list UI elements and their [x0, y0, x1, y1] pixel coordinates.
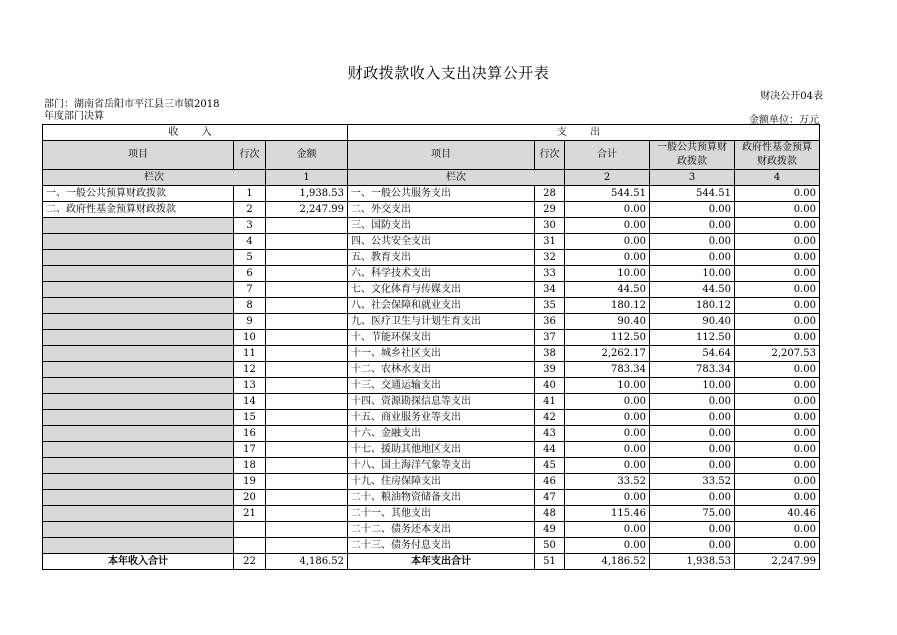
expense-total-cell: 0.00 [565, 410, 650, 426]
expense-fund-cell: 0.00 [735, 266, 820, 282]
income-amount-cell [266, 378, 348, 394]
table-row [43, 442, 820, 458]
expense-line-cell: 30 [535, 218, 565, 234]
income-item-cell [43, 522, 234, 538]
amount-unit: 金额单位：万元 [749, 115, 819, 126]
expense-line-cell: 33 [535, 266, 565, 282]
income-amount-cell [266, 266, 348, 282]
income-item-cell [43, 362, 234, 378]
lanci-col-4: 4 [735, 170, 820, 186]
income-line-cell: 17 [234, 442, 266, 458]
income-line-cell: 12 [234, 362, 266, 378]
expense-line-cell: 28 [535, 186, 565, 202]
lanci-col-1: 1 [266, 170, 348, 186]
expense-fund-cell: 0.00 [735, 330, 820, 346]
income-line-cell: 4 [234, 234, 266, 250]
income-amount-cell [266, 298, 348, 314]
department-label [44, 99, 219, 123]
income-line-cell: 20 [234, 490, 266, 506]
income-item-cell [43, 266, 234, 282]
income-item-cell [43, 426, 234, 442]
table-row [43, 234, 820, 250]
expense-item-cell: 十九、住房保障支出 [348, 474, 535, 490]
table-row [43, 394, 820, 410]
expense-total-cell: 112.50 [565, 330, 650, 346]
header-income-item: 项目 [43, 141, 234, 170]
totals-row [43, 554, 820, 570]
table-row [43, 186, 820, 202]
expense-item-cell: 五、教育支出 [348, 250, 535, 266]
table-row [43, 538, 820, 554]
expense-line-cell: 41 [535, 394, 565, 410]
income-line-cell [234, 522, 266, 538]
expense-general-total: 1,938.53 [650, 554, 735, 570]
expense-item-cell: 六、科学技术支出 [348, 266, 535, 282]
income-amount-cell [266, 282, 348, 298]
expense-general-cell: 112.50 [650, 330, 735, 346]
expense-fund-cell: 0.00 [735, 410, 820, 426]
table-row [43, 410, 820, 426]
income-amount-cell [266, 410, 348, 426]
expense-general-cell: 0.00 [650, 202, 735, 218]
expense-line-cell: 48 [535, 506, 565, 522]
income-item-cell: 一、一般公共预算财政拨款 [43, 186, 234, 202]
department-line-1: 部门：湖南省岳阳市平江县三市镇2018 [44, 99, 220, 110]
table-row [43, 474, 820, 490]
table-row [43, 266, 820, 282]
header-income-amount: 金额 [266, 141, 348, 170]
income-line-cell: 19 [234, 474, 266, 490]
income-amount-cell: 1,938.53 [266, 186, 348, 202]
expense-general-cell: 54.64 [650, 346, 735, 362]
expense-item-cell: 十一、城乡社区支出 [348, 346, 535, 362]
income-amount-cell [266, 474, 348, 490]
expense-general-cell: 0.00 [650, 218, 735, 234]
table-row [43, 426, 820, 442]
expense-line-cell: 36 [535, 314, 565, 330]
lanci-label-income: 栏次 [43, 170, 266, 186]
expense-total-cell: 115.46 [565, 506, 650, 522]
expense-line-cell: 45 [535, 458, 565, 474]
income-item-cell [43, 218, 234, 234]
income-item-cell [43, 346, 234, 362]
income-item-cell [43, 314, 234, 330]
income-line-cell: 21 [234, 506, 266, 522]
expense-total-cell: 0.00 [565, 202, 650, 218]
expense-total-cell: 0.00 [565, 250, 650, 266]
table-row [43, 250, 820, 266]
income-line-cell: 3 [234, 218, 266, 234]
expense-item-cell: 八、社会保障和就业支出 [348, 298, 535, 314]
expense-section-header: 支 出 [348, 125, 820, 141]
table-row [43, 298, 820, 314]
form-code: 财决公开04表 [760, 91, 823, 102]
column-header-row [43, 141, 820, 170]
expense-item-cell: 十五、商业服务业等支出 [348, 410, 535, 426]
expense-total-cell: 0.00 [565, 394, 650, 410]
expense-fund-cell: 0.00 [735, 250, 820, 266]
expense-general-cell: 0.00 [650, 490, 735, 506]
expense-total-label: 本年支出合计 [348, 554, 535, 570]
expense-total-cell: 33.52 [565, 474, 650, 490]
expense-line-cell: 44 [535, 442, 565, 458]
income-line-cell: 15 [234, 410, 266, 426]
income-amount-cell [266, 218, 348, 234]
income-amount-cell [266, 346, 348, 362]
expense-total-cell: 44.50 [565, 282, 650, 298]
expense-fund-cell: 0.00 [735, 314, 820, 330]
expense-item-cell: 二十二、债务还本支出 [348, 522, 535, 538]
expense-fund-cell: 0.00 [735, 186, 820, 202]
income-item-cell: 二、政府性基金预算财政拨款 [43, 202, 234, 218]
income-item-cell [43, 282, 234, 298]
income-amount-cell [266, 522, 348, 538]
expense-fund-cell: 0.00 [735, 218, 820, 234]
expense-line-cell: 29 [535, 202, 565, 218]
expense-line-cell: 34 [535, 282, 565, 298]
expense-general-cell: 0.00 [650, 538, 735, 554]
expense-fund-cell: 0.00 [735, 522, 820, 538]
expense-fund-cell: 0.00 [735, 394, 820, 410]
expense-line-cell: 42 [535, 410, 565, 426]
table-row [43, 522, 820, 538]
income-line-cell: 1 [234, 186, 266, 202]
expense-fund-cell: 0.00 [735, 362, 820, 378]
expense-item-cell: 二十、粮油物资储备支出 [348, 490, 535, 506]
income-total-label: 本年收入合计 [43, 554, 234, 570]
income-line-cell: 8 [234, 298, 266, 314]
expense-line-cell: 40 [535, 378, 565, 394]
expense-line-cell: 35 [535, 298, 565, 314]
income-line-cell: 14 [234, 394, 266, 410]
expense-general-cell: 90.40 [650, 314, 735, 330]
income-line-cell [234, 538, 266, 554]
expense-line-cell: 37 [535, 330, 565, 346]
income-total-line: 22 [234, 554, 266, 570]
income-amount-cell [266, 314, 348, 330]
income-amount-cell [266, 234, 348, 250]
expense-general-cell: 0.00 [650, 234, 735, 250]
expense-item-cell: 一、一般公共服务支出 [348, 186, 535, 202]
expense-item-cell: 四、公共安全支出 [348, 234, 535, 250]
income-item-cell [43, 490, 234, 506]
expense-total-cell: 10.00 [565, 266, 650, 282]
header-expense-total: 合计 [565, 141, 650, 170]
expense-total-cell: 0.00 [565, 538, 650, 554]
expense-general-cell: 44.50 [650, 282, 735, 298]
expense-line-cell: 31 [535, 234, 565, 250]
expense-total-cell: 0.00 [565, 426, 650, 442]
expense-item-cell: 九、医疗卫生与计划生育支出 [348, 314, 535, 330]
expense-general-cell: 0.00 [650, 522, 735, 538]
table-row [43, 362, 820, 378]
table-row [43, 202, 820, 218]
expense-item-cell: 十六、金融支出 [348, 426, 535, 442]
income-line-cell: 11 [234, 346, 266, 362]
header-expense-line: 行次 [535, 141, 565, 170]
expense-general-cell: 0.00 [650, 458, 735, 474]
income-item-cell [43, 250, 234, 266]
expense-item-cell: 十三、交通运输支出 [348, 378, 535, 394]
expense-general-cell: 180.12 [650, 298, 735, 314]
expense-total-cell: 0.00 [565, 490, 650, 506]
expense-item-cell: 十八、国土海洋气象等支出 [348, 458, 535, 474]
table-row [43, 314, 820, 330]
expense-total-cell: 0.00 [565, 522, 650, 538]
table-row [43, 458, 820, 474]
income-amount-cell [266, 538, 348, 554]
expense-total-cell: 0.00 [565, 458, 650, 474]
expense-fund-cell: 0.00 [735, 378, 820, 394]
header-expense-item: 项目 [348, 141, 535, 170]
expense-grand-total: 4,186.52 [565, 554, 650, 570]
income-amount-cell [266, 330, 348, 346]
expense-line-cell: 39 [535, 362, 565, 378]
income-line-cell: 18 [234, 458, 266, 474]
income-item-cell [43, 458, 234, 474]
expense-fund-cell: 0.00 [735, 202, 820, 218]
lanci-row [43, 170, 820, 186]
income-line-cell: 13 [234, 378, 266, 394]
expense-line-cell: 32 [535, 250, 565, 266]
income-line-cell: 7 [234, 282, 266, 298]
expense-total-line: 51 [535, 554, 565, 570]
expense-general-cell: 10.00 [650, 378, 735, 394]
expense-line-cell: 43 [535, 426, 565, 442]
income-line-cell: 10 [234, 330, 266, 346]
table-row [43, 490, 820, 506]
income-line-cell: 16 [234, 426, 266, 442]
expense-fund-cell: 0.00 [735, 538, 820, 554]
income-line-cell: 9 [234, 314, 266, 330]
expense-total-cell: 90.40 [565, 314, 650, 330]
income-item-cell [43, 442, 234, 458]
header-income-line: 行次 [234, 141, 266, 170]
expense-line-cell: 49 [535, 522, 565, 538]
income-amount-cell [266, 442, 348, 458]
income-section-header: 收 入 [43, 125, 348, 141]
expense-fund-cell: 0.00 [735, 426, 820, 442]
expense-total-cell: 783.34 [565, 362, 650, 378]
income-item-cell [43, 538, 234, 554]
income-item-cell [43, 506, 234, 522]
expense-fund-cell: 0.00 [735, 458, 820, 474]
income-line-cell: 2 [234, 202, 266, 218]
expense-fund-cell: 0.00 [735, 474, 820, 490]
expense-total-cell: 0.00 [565, 234, 650, 250]
expense-fund-cell: 0.00 [735, 490, 820, 506]
income-amount-cell: 2,247.99 [266, 202, 348, 218]
expense-general-cell: 75.00 [650, 506, 735, 522]
income-amount-cell [266, 362, 348, 378]
table-row [43, 378, 820, 394]
income-item-cell [43, 474, 234, 490]
income-line-cell: 5 [234, 250, 266, 266]
expense-general-cell: 33.52 [650, 474, 735, 490]
expense-fund-cell: 40.46 [735, 506, 820, 522]
expense-total-cell: 0.00 [565, 442, 650, 458]
income-item-cell [43, 378, 234, 394]
table-row [43, 282, 820, 298]
income-amount-cell [266, 506, 348, 522]
report-title: 财政拨款收入支出决算公开表 [347, 64, 550, 82]
header-general-budget: 一般公共预算财政拨款 [650, 141, 735, 170]
income-amount-cell [266, 394, 348, 410]
lanci-col-3: 3 [650, 170, 735, 186]
income-amount-cell [266, 458, 348, 474]
expense-item-cell: 二十三、债务付息支出 [348, 538, 535, 554]
income-item-cell [43, 410, 234, 426]
lanci-label-expense: 栏次 [348, 170, 565, 186]
section-header-row [43, 125, 820, 141]
header-fund-budget: 政府性基金预算财政拨款 [735, 141, 820, 170]
expense-general-cell: 0.00 [650, 410, 735, 426]
table-row [43, 218, 820, 234]
lanci-col-2: 2 [565, 170, 650, 186]
income-total-amount: 4,186.52 [266, 554, 348, 570]
table-row [43, 330, 820, 346]
expense-item-cell: 七、文化体育与传媒支出 [348, 282, 535, 298]
income-amount-cell [266, 490, 348, 506]
expense-line-cell: 38 [535, 346, 565, 362]
expense-general-cell: 0.00 [650, 250, 735, 266]
expense-total-cell: 10.00 [565, 378, 650, 394]
expense-total-cell: 180.12 [565, 298, 650, 314]
table-row [43, 346, 820, 362]
income-amount-cell [266, 426, 348, 442]
finance-table [42, 124, 820, 570]
expense-item-cell: 二、外交支出 [348, 202, 535, 218]
expense-general-cell: 0.00 [650, 426, 735, 442]
expense-item-cell: 三、国防支出 [348, 218, 535, 234]
expense-total-cell: 544.51 [565, 186, 650, 202]
income-item-cell [43, 394, 234, 410]
income-item-cell [43, 330, 234, 346]
expense-general-cell: 544.51 [650, 186, 735, 202]
expense-total-cell: 2,262.17 [565, 346, 650, 362]
expense-fund-cell: 0.00 [735, 298, 820, 314]
expense-line-cell: 50 [535, 538, 565, 554]
table-row [43, 506, 820, 522]
expense-fund-cell: 0.00 [735, 442, 820, 458]
income-item-cell [43, 234, 234, 250]
expense-total-cell: 0.00 [565, 218, 650, 234]
expense-line-cell: 47 [535, 490, 565, 506]
expense-general-cell: 783.34 [650, 362, 735, 378]
expense-item-cell: 二十一、其他支出 [348, 506, 535, 522]
expense-fund-cell: 2,207.53 [735, 346, 820, 362]
expense-general-cell: 10.00 [650, 266, 735, 282]
department-line-2: 年度部门决算 [44, 111, 104, 122]
expense-fund-total: 2,247.99 [735, 554, 820, 570]
expense-fund-cell: 0.00 [735, 234, 820, 250]
expense-general-cell: 0.00 [650, 394, 735, 410]
expense-line-cell: 46 [535, 474, 565, 490]
expense-item-cell: 十二、农林水支出 [348, 362, 535, 378]
expense-item-cell: 十、节能环保支出 [348, 330, 535, 346]
expense-item-cell: 十七、援助其他地区支出 [348, 442, 535, 458]
income-item-cell [43, 298, 234, 314]
expense-general-cell: 0.00 [650, 442, 735, 458]
income-line-cell: 6 [234, 266, 266, 282]
income-amount-cell [266, 250, 348, 266]
expense-item-cell: 十四、资源勘探信息等支出 [348, 394, 535, 410]
expense-fund-cell: 0.00 [735, 282, 820, 298]
